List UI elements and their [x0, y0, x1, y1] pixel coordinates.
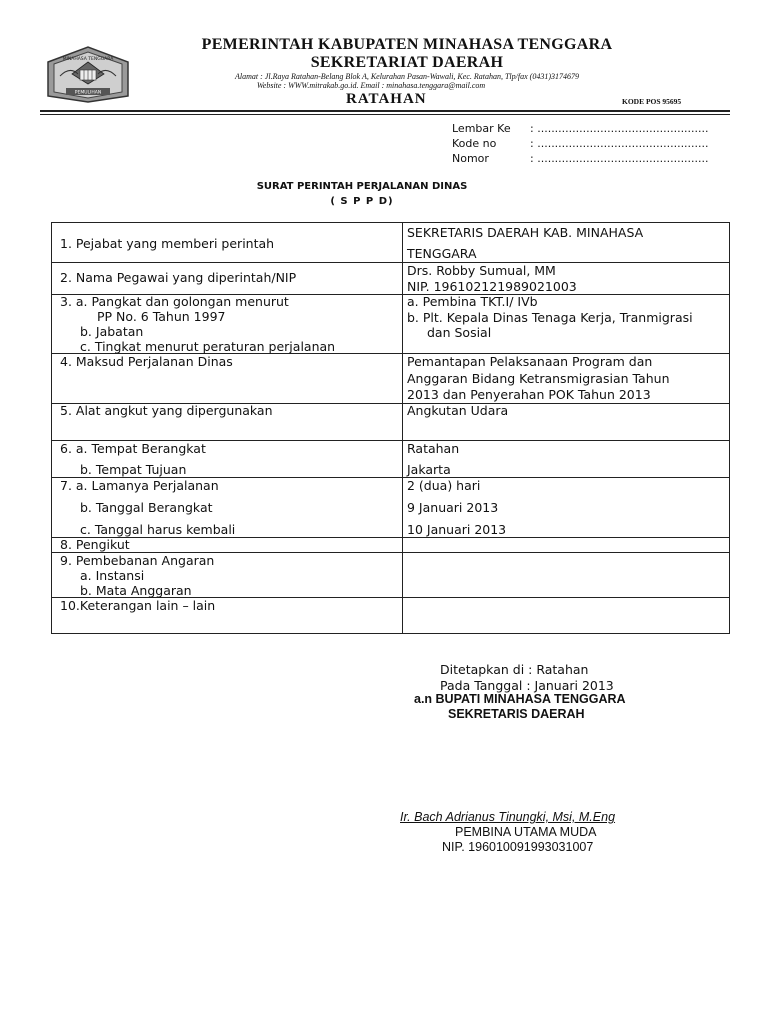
letterhead-rule-thin — [40, 114, 730, 115]
row3-value-b: b. Plt. Kepala Dinas Tenaga Kerja, Tranmigrasi — [407, 310, 693, 325]
table-column-divider — [402, 222, 403, 634]
row9-label-a: a. Instansi — [80, 568, 145, 583]
row1-label: 1. Pejabat yang memberi perintah — [60, 236, 275, 251]
svg-text:PEMULIHAN: PEMULIHAN — [74, 90, 102, 96]
row4-label: 4. Maksud Perjalanan Dinas — [60, 354, 233, 369]
sheet-value: : ................................................. — [530, 122, 709, 135]
letterhead-city: RATAHAN — [346, 91, 427, 107]
row5-label: 5. Alat angkut yang dipergunakan — [60, 403, 273, 418]
row2-value-name: Drs. Robby Sumual, MM — [407, 263, 556, 278]
code-value: : ................................................. — [530, 137, 709, 150]
sheet-label: Lembar Ke — [452, 122, 511, 135]
letterhead-rule-thick — [40, 110, 730, 112]
issued-place: Ditetapkan di : Ratahan — [440, 662, 589, 677]
row3-value-a: a. Pembina TKT.I/ IVb — [407, 294, 538, 309]
row3-label-c: c. Tingkat menurut peraturan perjalanan — [80, 339, 336, 354]
signer-position: SEKRETARIS DAERAH — [448, 707, 585, 721]
signer-nip: NIP. 196010091993031007 — [442, 840, 594, 854]
row2-label: 2. Nama Pegawai yang diperintah/NIP — [60, 270, 297, 285]
row6-value-a: Ratahan — [407, 441, 460, 456]
document-title: SURAT PERINTAH PERJALANAN DINAS — [256, 181, 468, 192]
row7-value-c: 10 Januari 2013 — [407, 522, 507, 537]
row6-label-a: 6. a. Tempat Berangkat — [60, 441, 206, 456]
row4-value-line2: Anggaran Bidang Ketransmigrasian Tahun — [407, 371, 670, 386]
row9-label-b: b. Mata Anggaran — [80, 583, 192, 598]
row2-value-nip: NIP. 196102121989021003 — [407, 279, 577, 294]
document-abbreviation: ( S P P D) — [330, 196, 394, 207]
on-behalf-of: a.n BUPATI MINAHASA TENGGARA — [414, 692, 626, 706]
svg-text:MINAHASA TENGGARA: MINAHASA TENGGARA — [62, 57, 114, 62]
row1-value-line1: SEKRETARIS DAERAH KAB. MINAHASA — [407, 225, 644, 240]
letterhead-secretariat: SEKRETARIAT DAERAH — [310, 54, 504, 71]
row-divider — [51, 262, 730, 263]
number-label: Nomor — [452, 152, 489, 165]
row7-value-b: 9 Januari 2013 — [407, 500, 499, 515]
row3-label-b: b. Jabatan — [80, 324, 144, 339]
row1-value-line2: TENGGARA — [407, 246, 477, 261]
row5-value: Angkutan Udara — [407, 403, 509, 418]
letterhead-government: PEMERINTAH KABUPATEN MINAHASA TENGGARA — [201, 36, 613, 53]
row3-value-b-cont: dan Sosial — [427, 325, 492, 340]
row3-label-a-cont: PP No. 6 Tahun 1997 — [97, 309, 226, 324]
letterhead-postal-code: KODE POS 95695 — [622, 97, 682, 106]
row7-label-a: 7. a. Lamanya Perjalanan — [60, 478, 219, 493]
issued-date: Pada Tanggal : Januari 2013 — [440, 678, 614, 693]
row9-label: 9. Pembebanan Angaran — [60, 553, 215, 568]
row6-value-b: Jakarta — [407, 462, 451, 477]
row7-label-b: b. Tanggal Berangkat — [80, 500, 213, 515]
row10-label: 10.Keterangan lain – lain — [60, 598, 216, 613]
row7-label-c: c. Tanggal harus kembali — [80, 522, 236, 537]
number-value: : ................................................. — [530, 152, 709, 165]
row4-value-line3: 2013 dan Penyerahan POK Tahun 2013 — [407, 387, 651, 402]
row8-label: 8. Pengikut — [60, 537, 130, 552]
row7-value-a: 2 (dua) hari — [407, 478, 481, 493]
row4-value-line1: Pemantapan Pelaksanaan Program dan — [407, 354, 653, 369]
row6-label-b: b. Tempat Tujuan — [80, 462, 187, 477]
code-label: Kode no — [452, 137, 497, 150]
signer-name: Ir. Bach Adrianus Tinungki, Msi, M.Eng — [400, 810, 616, 824]
letterhead-website: Website : WWW.mitrakab.go.id. Email : minahasa.tenggara@mail.com — [256, 81, 486, 90]
signer-rank: PEMBINA UTAMA MUDA — [455, 825, 597, 839]
row3-label-a: 3. a. Pangkat dan golongan menurut — [60, 294, 289, 309]
letterhead-address: Alamat : Jl.Raya Ratahan-Belang Blok A, Kelurahan Pasan-Wawali, Kec. Ratahan, Tlp/fax (0431)3174679 — [235, 72, 579, 81]
